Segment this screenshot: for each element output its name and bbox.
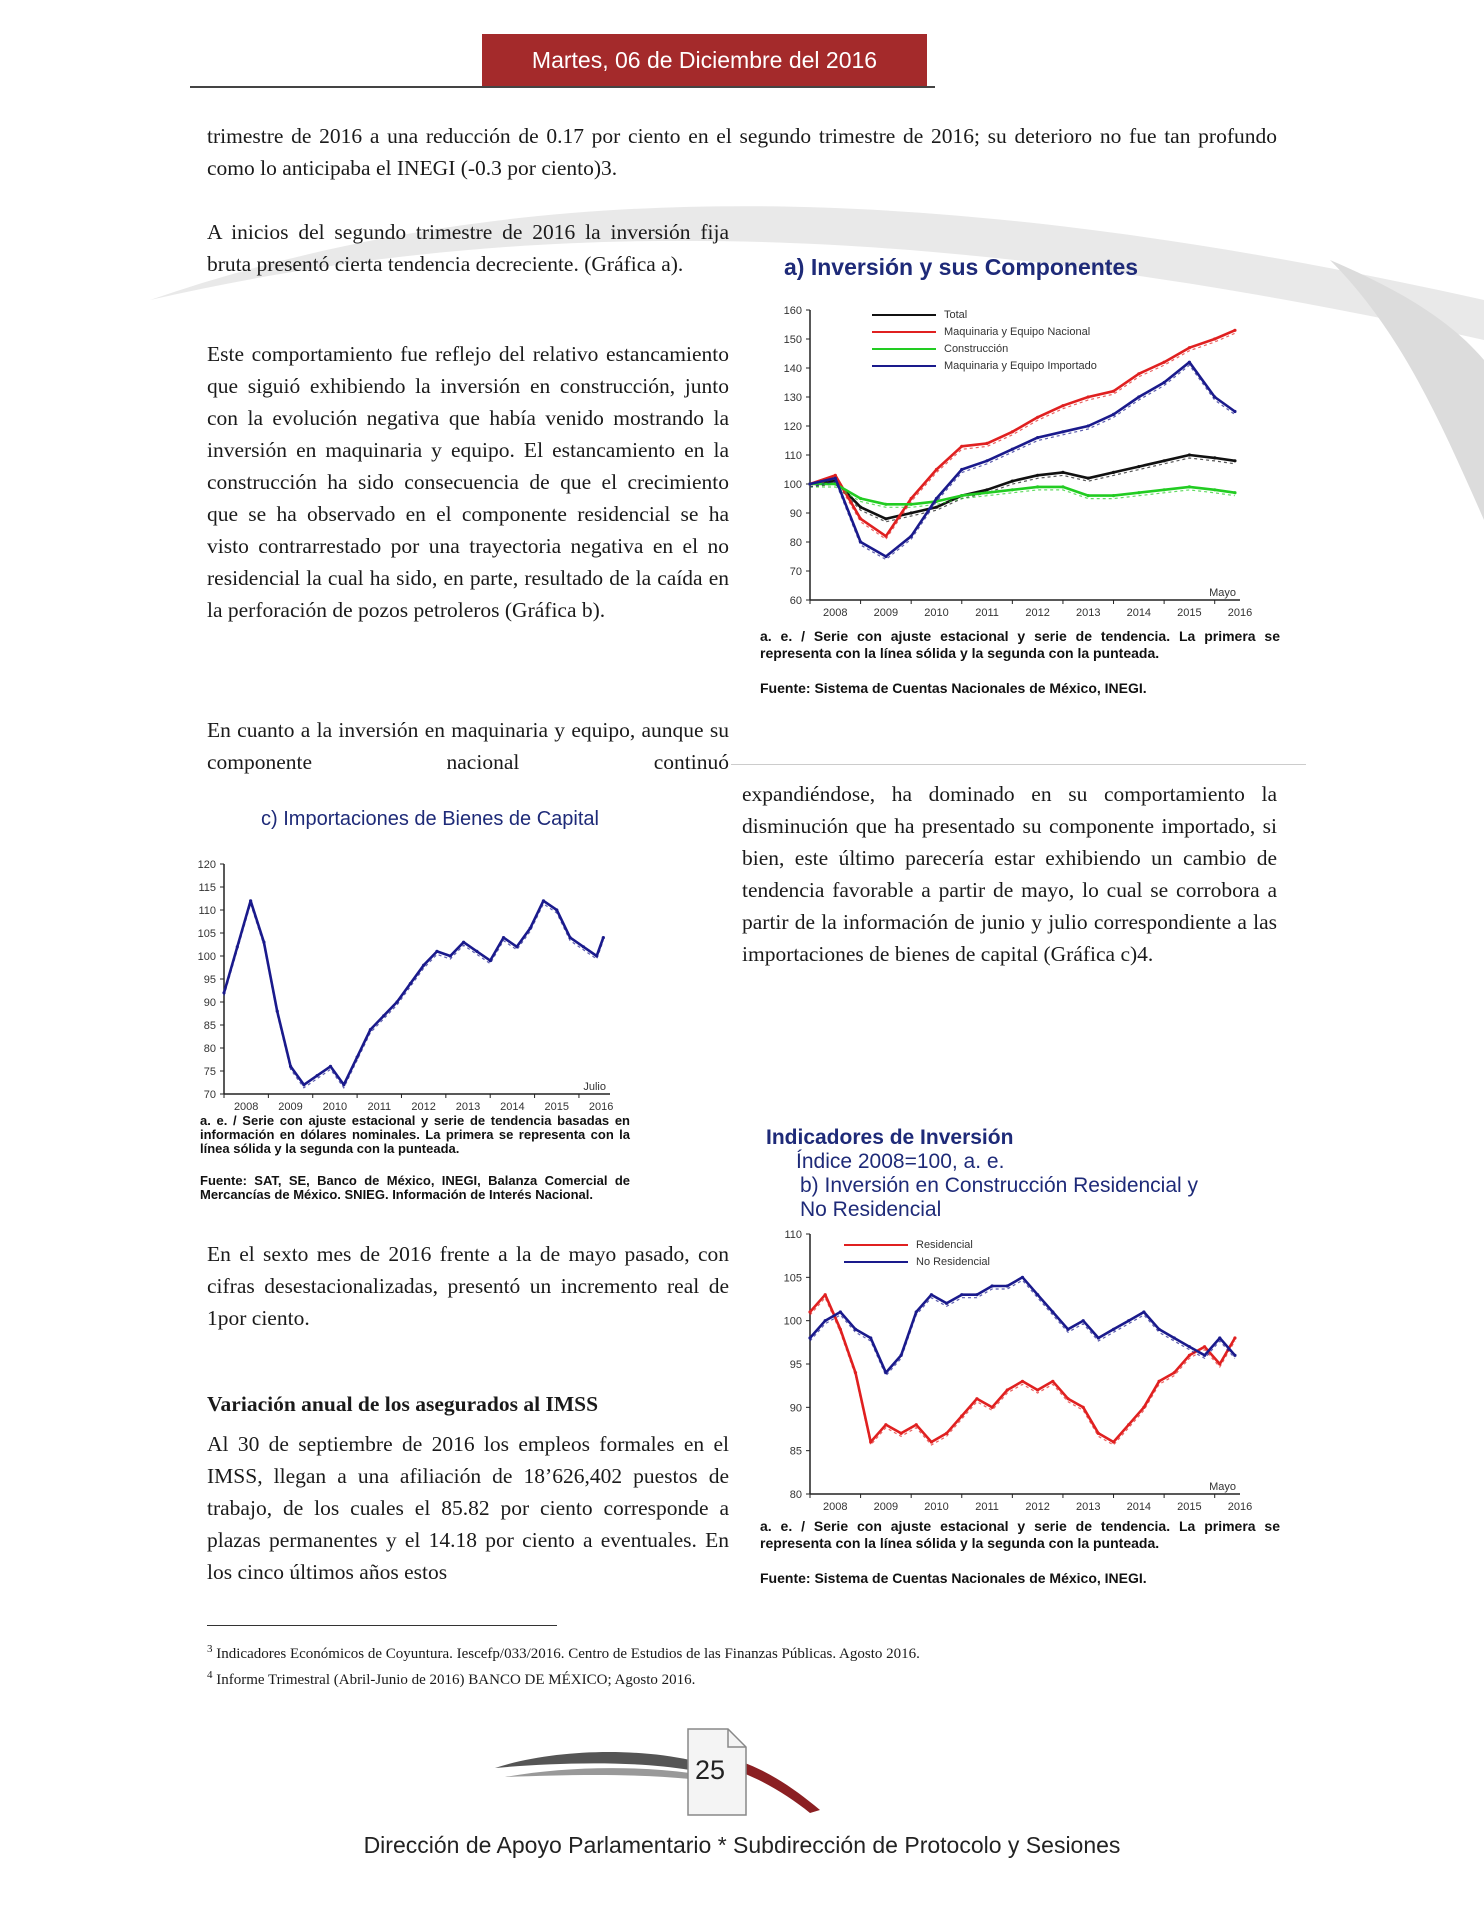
chart-b-series-1-point-14 [1021,1276,1024,1279]
footnote-4 [207,1666,1277,1690]
chart-a-series-3-point-13 [1137,395,1140,398]
chart-b-subheader: Índice 2008=100, a. e. [796,1150,1005,1173]
chart-a-series-0-point-16 [1213,456,1216,459]
chart-b-series-0-point-21 [1127,1423,1130,1426]
chart-b-series-0-point-1 [824,1293,827,1296]
chart-b-series-1-line [810,1277,1235,1372]
chart-c-y-tick-label-10: 120 [197,859,216,871]
chart-b-series-1-point-8 [930,1293,933,1296]
chart-a-series-2-point-7 [985,491,988,494]
chart-a-series-1-point-11 [1087,395,1090,398]
chart-a-series-1-point-10 [1061,404,1064,407]
chart-a-series-0-point-7 [985,488,988,491]
chart-a-series-0-point-9 [1036,474,1039,477]
footer-text: Dirección de Apoyo Parlamentario * Subdirección de Protocolo y Sesiones [363,1832,1121,1858]
chart-a-series-0-point-13 [1137,465,1140,468]
chart-a-x-tick-label-7: 2015 [1177,607,1202,619]
chart-a-series-1-point-2 [859,517,862,520]
footnote-4-mark: 4 [207,1669,213,1681]
chart-a-series-3-point-4 [910,535,913,538]
chart-c-x-tick-label-4: 2012 [411,1101,436,1113]
chart-c-series-0-point-12 [382,1014,385,1017]
chart-a-series-3-point-5 [935,497,938,500]
chart-b-x-tick-label-7: 2015 [1177,1501,1202,1513]
paragraph-inversion-fija: A inicios del segundo trimestre de 2016 la inversión fija bruta presentó cierta tendencia decreciente. (Gráfica a). [207,220,729,276]
chart-b-series-1-point-26 [1203,1354,1206,1357]
chart-a-x-tick-label-3: 2011 [975,607,999,619]
chart-b-series-1-point-25 [1188,1345,1191,1348]
chart-b-series-0-point-6 [899,1432,902,1435]
chart-b-series-1-point-5 [884,1371,887,1374]
chart-b-container [760,1126,1290,1596]
paragraph-sexto-mes: En el sexto mes de 2016 frente a la de mayo pasado, con cifras desestacionalizadas, presentó un incremento real de 1por ciento. [207,1242,729,1330]
chart-a-x-tick-label-1: 2009 [873,607,899,619]
chart-a-series-3-point-11 [1087,424,1090,427]
chart-c-x-tick-label-5: 2013 [455,1101,481,1113]
chart-c-series-0-point-14 [409,982,412,985]
chart-b-y-tick-label-4: 100 [783,1315,802,1328]
chart-c-series-0-point-27 [582,945,585,948]
legend-item-nacional [872,323,1097,340]
chart-b-series-1-point-12 [991,1284,994,1287]
chart-a-end-label: Mayo [1209,587,1236,599]
chart-b-plot [760,1224,1270,1514]
legend-label-total: Total [944,308,968,321]
chart-a-y-tick-label-7: 130 [783,392,802,404]
chart-c-x-tick-label-1: 2009 [278,1101,303,1113]
header-rule [190,86,935,88]
chart-c-series-0-point-13 [395,1000,398,1003]
chart-b-series-0-point-5 [884,1423,887,1426]
footnote-4-text: Informe Trimestral (Abril-Junio de 2016) BANCO DE MÉXICO; Agosto 2016. [216,1672,696,1688]
chart-a-series-0-point-10 [1061,471,1064,474]
chart-b-series-0-point-22 [1142,1406,1145,1409]
chart-a-series-3-point-7 [985,459,988,462]
chart-a-series-0-point-4 [910,511,913,514]
chart-b-series-0-point-12 [991,1406,994,1409]
chart-c-series-0-point-19 [475,950,478,953]
paragraph-maquinaria-start: En cuanto a la inversión en maquinaria y equipo, aunque su componente nacional continuó [207,718,729,774]
chart-b-series-1-point-27 [1218,1336,1221,1339]
chart-a-y-tick-label-2: 80 [789,537,802,549]
chart-b-series-0-point-11 [975,1397,978,1400]
chart-a-source: Fuente: Sistema de Cuentas Nacionales de México, INEGI. [760,680,1147,696]
chart-b-y-tick-label-3: 95 [789,1359,802,1371]
chart-a-series-2-point-8 [1011,488,1014,491]
chart-a-series-2-point-15 [1188,485,1191,488]
chart-c-series-0-point-7 [316,1074,319,1077]
chart-b-series-1-point-10 [960,1293,963,1296]
chart-a-series-0-line [810,455,1235,519]
chart-c-series-0-point-6 [302,1083,305,1086]
chart-b-y-tick-label-0: 80 [789,1489,802,1501]
chart-a-x-tick-label-5: 2013 [1075,607,1101,619]
chart-c-series-0-point-25 [555,908,558,911]
chart-a-note: a. e. / Serie con ajuste estacional y serie de tendencia. La primera se representa con la línea sólida y la segunda con la punteada. [760,628,1280,661]
chart-c-y-tick-label-8: 110 [198,905,216,917]
chart-a-x-tick-label-4: 2012 [1025,607,1050,619]
chart-a-series-3-point-15 [1188,361,1191,364]
chart-c-y-tick-label-7: 105 [197,928,216,940]
chart-c-title: c) Importaciones de Bienes de Capital [261,808,599,830]
chart-b-x-tick-label-6: 2014 [1126,1501,1152,1513]
chart-c-x-tick-label-2: 2010 [322,1101,348,1113]
legend-label-construccion: Construcción [944,342,1009,355]
chart-c-series-0-point-18 [462,941,465,944]
chart-a-series-1-point-9 [1036,416,1039,419]
page-number: 25 [694,1755,726,1785]
chart-c-y-tick-label-2: 80 [203,1043,216,1055]
footnote-3 [207,1640,1277,1664]
chart-b-series-1-point-4 [869,1336,872,1339]
chart-b-series-1-point-11 [975,1293,978,1296]
chart-c-series-0-point-0 [222,991,225,994]
chart-b-series-0-point-0 [808,1310,811,1313]
legend-label-importado: Maquinaria y Equipo Importado [944,359,1097,372]
chart-b-series-0-point-17 [1066,1397,1069,1400]
chart-c-y-tick-label-3: 85 [203,1020,216,1032]
chart-a-series-0-point-17 [1233,459,1236,462]
chart-a-series-3-point-1 [834,477,837,480]
chart-a-series-2-point-16 [1213,488,1216,491]
chart-c-series-0-point-10 [356,1056,359,1059]
chart-b-series-0-point-3 [854,1371,857,1374]
chart-a-series-0-point-12 [1112,471,1115,474]
chart-a-series-1-point-8 [1011,430,1014,433]
footnote-3-mark: 3 [207,1643,213,1655]
chart-b-series-0-trend [810,1298,1235,1445]
chart-b-series-0-point-20 [1112,1440,1115,1443]
footnote-3-text: Indicadores Económicos de Coyuntura. Iescefp/033/2016. Centro de Estudios de las Finanzas Públicas. Agosto 2016. [216,1646,920,1662]
section-heading-imss: Variación anual de los asegurados al IMSS [207,1392,599,1416]
chart-c-series-0-point-17 [449,954,452,957]
chart-b-source: Fuente: Sistema de Cuentas Nacionales de México, INEGI. [760,1570,1147,1586]
chart-a-y-tick-label-8: 140 [783,363,802,375]
chart-c-series-0-point-28 [595,954,598,957]
chart-b-series-1-point-24 [1173,1336,1176,1339]
chart-c-series-0-point-16 [435,950,438,953]
chart-b-series-0-line [810,1295,1235,1442]
chart-a-series-3-point-2 [859,540,862,543]
chart-c-x-tick-label-0: 2008 [233,1101,259,1113]
header-date-banner [482,34,927,86]
chart-b-series-1-point-13 [1006,1284,1009,1287]
legend-label-nacional: Maquinaria y Equipo Nacional [944,325,1091,338]
chart-a-series-3-point-8 [1011,448,1014,451]
chart-c-y-tick-label-5: 95 [203,974,216,986]
chart-c-series-0-point-22 [515,945,518,948]
footnote-rule [207,1625,557,1626]
chart-c-series-0-trend [224,904,603,1088]
legend-label-no-residencial: No Residencial [916,1255,990,1268]
chart-b-legend [844,1236,990,1270]
chart-c-series-0-point-21 [502,936,505,939]
chart-a-x-tick-label-0: 2008 [823,607,848,619]
chart-b-series-0-point-8 [930,1440,933,1443]
chart-a-series-1-point-14 [1163,361,1166,364]
chart-a-series-2-point-13 [1137,491,1140,494]
chart-c-series-0-point-26 [568,936,571,939]
chart-b-series-1-point-0 [808,1336,811,1339]
chart-b-series-1-point-23 [1157,1328,1160,1331]
chart-b-series-0-point-25 [1188,1354,1191,1357]
chart-c-x-tick-label-3: 2011 [367,1101,392,1113]
chart-b-series-0-point-4 [869,1440,872,1443]
chart-b-series-1-point-16 [1051,1310,1054,1313]
chart-b-series-1-point-3 [854,1328,857,1331]
chart-a-series-1-point-12 [1112,390,1115,393]
chart-a-series-3-point-14 [1163,381,1166,384]
chart-a-series-2-point-6 [960,494,963,497]
chart-b-series-0-point-16 [1051,1380,1054,1383]
chart-c-series-0-point-1 [236,945,239,948]
chart-b-series-0-point-7 [915,1423,918,1426]
chart-b-series-1-point-28 [1233,1354,1236,1357]
chart-c-note: a. e. / Serie con ajuste estacional y serie de tendencia basadas en información en dólares nominales. La primera se representa con la línea sólida y la segunda con la punteada. [200,1113,630,1156]
chart-c-series-0-point-2 [249,899,252,902]
chart-b-end-label: Mayo [1209,1481,1236,1493]
chart-c-series-0-point-9 [342,1083,345,1086]
chart-b-header: Indicadores de Inversión [766,1126,1014,1149]
chart-c-series-0-line [224,901,603,1085]
chart-b-series-1-point-22 [1142,1310,1145,1313]
chart-b-series-1-point-18 [1082,1319,1085,1322]
chart-b-series-0-point-26 [1203,1345,1206,1348]
legend-item-residencial [844,1236,990,1253]
chart-b-series-0-point-18 [1082,1406,1085,1409]
chart-c-y-tick-label-1: 75 [203,1066,216,1078]
chart-a-series-3-point-16 [1213,395,1216,398]
chart-c-end-label: Julio [583,1081,606,1093]
chart-b-series-1-point-9 [945,1302,948,1305]
chart-c-x-tick-label-8: 2016 [588,1101,614,1113]
chart-b-title: b) Inversión en Construcción Residencial y No Residencial [800,1174,1199,1221]
chart-c-series-0-point-11 [369,1028,372,1031]
chart-a-x-tick-label-8: 2016 [1227,607,1253,619]
chart-b-x-tick-label-5: 2013 [1075,1501,1101,1513]
chart-b-x-tick-label-8: 2016 [1227,1501,1253,1513]
legend-swatch-residencial [844,1244,908,1246]
chart-b-series-1-point-21 [1127,1319,1130,1322]
chart-a-series-2-point-9 [1036,485,1039,488]
chart-a-series-1-point-3 [884,535,887,538]
legend-swatch-total [872,314,936,316]
chart-a-series-0-point-2 [859,506,862,509]
chart-a-series-2-point-17 [1233,491,1236,494]
chart-c-y-tick-label-9: 115 [198,882,216,894]
legend-swatch-importado [872,365,936,367]
chart-a-title: a) Inversión y sus Componentes [784,254,1139,280]
chart-a-series-3-point-0 [808,482,811,485]
chart-b-x-tick-label-2: 2010 [924,1501,949,1513]
chart-b-x-tick-label-1: 2009 [873,1501,899,1513]
chart-a-series-0-point-3 [884,517,887,520]
chart-b-series-0-point-14 [1021,1380,1024,1383]
chart-b-series-1-point-19 [1097,1336,1100,1339]
chart-c-y-tick-label-0: 70 [203,1089,216,1101]
chart-a-series-1-point-15 [1188,346,1191,349]
chart-c-plot [180,854,620,1124]
chart-c-y-tick-label-6: 100 [197,951,216,963]
chart-c-series-0-point-8 [329,1065,332,1068]
chart-a-y-tick-label-3: 90 [789,508,802,520]
chart-c-x-tick-label-6: 2014 [500,1101,525,1113]
chart-b-series-1-point-6 [899,1354,902,1357]
chart-a-y-tick-label-9: 150 [783,334,802,346]
chart-a-series-1-point-4 [910,497,913,500]
chart-a-series-1-point-7 [985,442,988,445]
chart-c-series-0-point-20 [489,959,492,962]
chart-a-y-tick-label-6: 120 [783,421,802,433]
chart-b-series-0-point-10 [960,1414,963,1417]
chart-a-series-3-point-17 [1233,410,1236,413]
chart-b-series-0-point-24 [1173,1371,1176,1374]
chart-a-y-tick-label-4: 100 [783,479,802,491]
chart-b-series-0-point-13 [1006,1388,1009,1391]
paragraph-comportamiento: Este comportamiento fue reflejo del relativo estancamiento que siguió exhibiendo la inversión en construcción, junto con la evolución negativa que había venido mostrando la inversión en maquinaria y equipo. El estancamiento en la construcción ha sido consecuencia de que el crecimiento que se ha observado en el componente residencial se ha visto contrarrestado por una trayectoria negativa en el no residencial la cual ha sido, en parte, resultado de la caída en la perforación de pozos petroleros (Gráfica b). [207,342,729,622]
chart-a-series-2-point-10 [1061,485,1064,488]
chart-b-series-1-point-15 [1036,1293,1039,1296]
chart-b-series-0-point-15 [1036,1388,1039,1391]
chart-c-y-tick-label-4: 90 [203,997,216,1009]
legend-item-construccion [872,340,1097,357]
legend-swatch-construccion [872,348,936,350]
chart-a-series-1-point-6 [960,445,963,448]
chart-c-series-0-point-15 [422,964,425,967]
chart-b-x-tick-label-4: 2012 [1025,1501,1050,1513]
chart-a-series-1-point-13 [1137,372,1140,375]
chart-c-series-0-point-3 [262,941,265,944]
chart-a-series-2-point-2 [859,497,862,500]
chart-c-container [180,808,650,1228]
chart-a-series-2-point-12 [1112,494,1115,497]
chart-c-series-0-point-29 [602,936,605,939]
chart-a-series-2-point-14 [1163,488,1166,491]
chart-a-series-2-point-4 [910,503,913,506]
chart-a-legend [872,306,1097,374]
chart-a-series-3-point-12 [1112,413,1115,416]
chart-b-series-1-point-2 [839,1310,842,1313]
chart-a-series-2-point-11 [1087,494,1090,497]
chart-b-note: a. e. / Serie con ajuste estacional y serie de tendencia. La primera se representa con la línea sólida y la segunda con la punteada. [760,1518,1280,1551]
chart-b-y-tick-label-1: 85 [789,1445,802,1458]
chart-b-series-0-point-2 [839,1328,842,1331]
column-divider [731,764,1306,765]
chart-c-series-0-point-4 [276,1010,279,1013]
footer-emblem-logo [490,1725,830,1820]
chart-c-x-tick-label-7: 2015 [544,1101,570,1113]
chart-c-series-0-point-5 [289,1065,292,1068]
paragraph-maquinaria-continued: expandiéndose, ha dominado en su comportamiento la disminución que ha presentado su componente importado, si bien, este último parecería estar exhibiendo un cambio de tendencia favorable a partir de mayo, lo cual se corrobora a partir de la información de junio y julio correspondiente a las importaciones de bienes de capital (Gráfica c)4. [742,782,1277,966]
chart-b-series-1-point-7 [915,1310,918,1313]
chart-c-source: Fuente: SAT, SE, Banco de México, INEGI, Balanza Comercial de Mercancías de México. SNIEG. Información de Interés Nacional. [200,1173,630,1202]
chart-a-series-1-point-16 [1213,337,1216,340]
chart-a-x-tick-label-2: 2010 [924,607,949,619]
paragraph-imss: Al 30 de septiembre de 2016 los empleos formales en el IMSS, llegan a una afiliación de 18’626,402 puestos de trabajo, de los cuales el 85.82 por ciento corresponde a plazas permanentes y el 14.18 por ciento a eventuales. En los cinco últimos años estos [207,1432,729,1584]
paragraph-intro: trimestre de 2016 a una reducción de 0.17 por ciento en el segundo trimestre de 2016; su deterioro no fue tan profundo como lo anticipaba el INEGI (-0.3 por ciento)3. [207,124,1277,180]
chart-b-series-1-trend [810,1280,1235,1375]
legend-swatch-no-residencial [844,1261,908,1263]
chart-a-series-3-point-3 [884,555,887,558]
chart-a-series-0-point-11 [1087,477,1090,480]
chart-a-series-3-point-6 [960,468,963,471]
chart-b-series-1-point-20 [1112,1328,1115,1331]
chart-a-y-tick-label-0: 60 [789,595,802,607]
chart-b-y-tick-label-5: 105 [783,1272,802,1285]
chart-a-y-tick-label-5: 110 [784,450,802,462]
chart-b-x-tick-label-0: 2008 [823,1501,848,1513]
chart-b-y-tick-label-6: 110 [784,1229,802,1241]
legend-label-residencial: Residencial [916,1238,973,1251]
legend-item-importado [872,357,1097,374]
chart-b-series-1-point-17 [1066,1328,1069,1331]
chart-b-series-0-point-9 [945,1432,948,1435]
chart-a-series-3-point-10 [1061,430,1064,433]
chart-b-series-0-point-28 [1233,1336,1236,1339]
chart-a-series-0-point-5 [935,506,938,509]
legend-item-no-residencial [844,1253,990,1270]
chart-a-series-2-point-3 [884,503,887,506]
chart-a-y-tick-label-1: 70 [789,566,802,578]
chart-b-series-0-point-23 [1157,1380,1160,1383]
chart-a-x-tick-label-6: 2014 [1126,607,1152,619]
chart-b-series-0-point-27 [1218,1362,1221,1365]
chart-a-series-2-line [810,484,1235,504]
legend-swatch-nacional [872,331,936,333]
chart-a-y-tick-label-10: 160 [783,305,802,317]
chart-b-series-0-point-19 [1097,1432,1100,1435]
legend-item-total [872,306,1097,323]
chart-a-series-0-point-14 [1163,459,1166,462]
chart-c-series-0-point-23 [529,927,532,930]
chart-a-series-0-point-8 [1011,480,1014,483]
chart-b-x-tick-label-3: 2011 [975,1501,999,1513]
chart-a-series-0-point-15 [1188,453,1191,456]
chart-c-series-0-point-24 [542,899,545,902]
header-date: Martes, 06 de Diciembre del 2016 [531,46,878,73]
chart-b-y-tick-label-2: 90 [789,1402,802,1415]
chart-b-series-1-point-1 [824,1319,827,1322]
chart-a-series-1-point-5 [935,468,938,471]
chart-a-series-1-point-1 [834,474,837,477]
chart-a-container [760,250,1290,720]
chart-a-series-1-point-17 [1233,329,1236,332]
chart-a-series-3-point-9 [1036,436,1039,439]
